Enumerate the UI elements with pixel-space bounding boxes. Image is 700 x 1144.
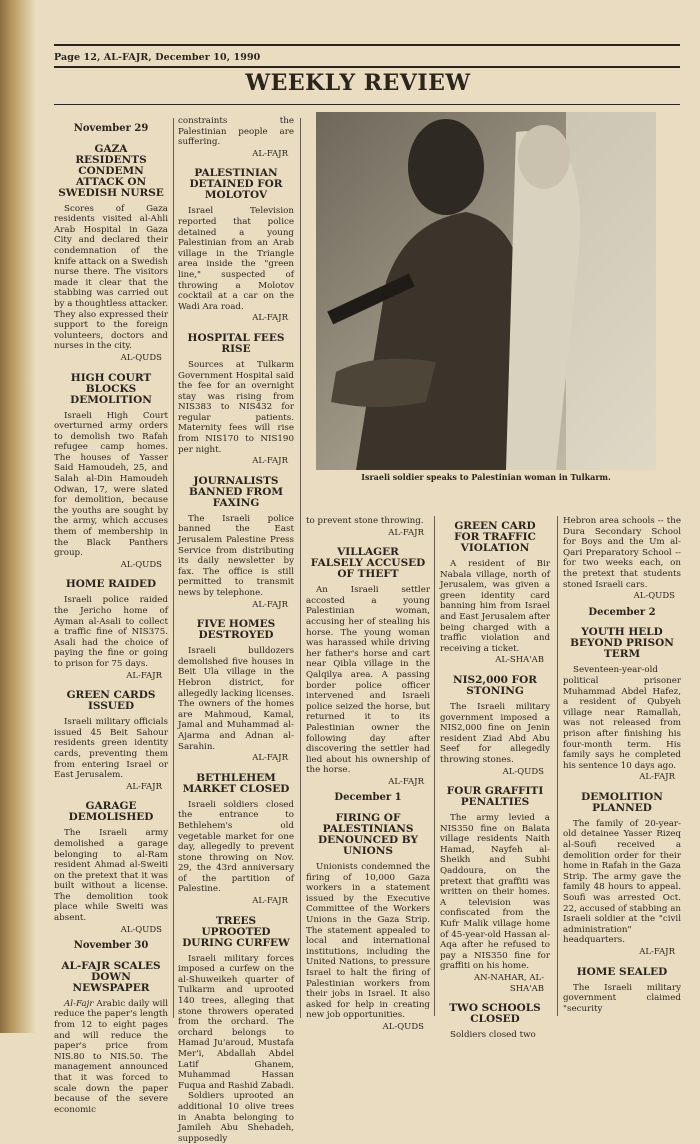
- story-home-raided: Israeli police raided the Jericho home of Ayman al-Asali to collect a traffic fine of NIS375. Asali had the choice of paying the fine or going to prison for 75 days.: [54, 595, 168, 669]
- section-title: WEEKLY REVIEW: [245, 70, 471, 96]
- story-villager: An Israeli settler accosted a young Palestinian woman, accusing her of stealing his horse. The young woman was harassed while driving her father's horse and cart near Qibla village in the Qalqilya area. A passing border police officer intervened and Israeli police seized the horse, but returned it to its Palestinian owner the following day after discovering the settler had lied about his ownership of the horse.: [306, 585, 430, 776]
- column-1: [54, 118, 168, 1115]
- story-green-cards: Israeli military officials issued 45 Beit Sahour residents green identity cards, preventing them from entering Israel or East Jerusalem.: [54, 717, 168, 781]
- source-label: AL-FAJR: [252, 148, 288, 159]
- source-label: AL-FAJR: [639, 772, 675, 783]
- headline-youth-held: YOUTH HELD BEYOND PRISON TERM: [570, 626, 674, 661]
- source-label: AL-FAJR: [252, 313, 288, 324]
- story-green-card-traffic: A resident of Bir Nabala village, north of Jerusalem, was given a green identity card banning him from Israel and East Jerusalem after being charged with a traffic violation and receiving a ticket.: [440, 559, 550, 654]
- folio-rule: [54, 66, 680, 68]
- paper-name: Al-Fajr: [64, 998, 94, 1009]
- source-label: AL-FAJR: [639, 947, 675, 957]
- story-al-fajr-scales: [54, 999, 168, 1116]
- story-two-schools: Soldiers closed two: [450, 1030, 536, 1041]
- headline-al-fajr-scales: AL-FAJR SCALES DOWN NEWSPAPER: [61, 959, 161, 994]
- story-firing: Unionists condemned the firing of 10,000 Gaza workers in a statement issued by the Executive Committee of the Workers Unions in the Gaza Strip. The statement appealed to local and international institutions, including the United Nations, to pressure Israel to halt the firing of Palestinian workers from their jobs in Israel. It also asked for help in creating new job opportunities.: [306, 862, 430, 1021]
- story-trees-uprooted: Israeli military forces imposed a curfew on the al-Shuweikeh quarter of Tulkarm and uprooted 140 trees, alleging that stone throwers operated from the orchard. The orchard belongs to Hamad Ju'aroud, Mustafa Mer'i, Abdallah Abdel Latif Ghanem, Muhammad Hassan Fuqua and Rashid Zabadi.: [178, 953, 294, 1091]
- source-label: AL-QUDS: [502, 766, 544, 777]
- story-graffiti: The army levied a NIS350 fine on Balata village residents Naith Hamad, Nayfeh al-Sheikh and Subhi Qaddoura, on the pretext that graffiti was written on their homes. A television was confiscated from the Kufr Malik village home of 45-year-old Hassan al-Aqa after he refused to pay a NIS350 fine for graffiti on his home.: [440, 813, 550, 972]
- story-trees-anabta: Soldiers uprooted an additional 10 olive trees in Anabta belonging to Jamileh Abu Shehadeh, supposedly: [178, 1091, 294, 1144]
- story-high-court: Israeli High Court overturned army orders to demolish two Rafah refugee camp homes. The houses of Yasser Said Hamoudeh, 25, and Salah al-Din Hamoudeh Odwan, 17, were slated for demolition, because the youths are sought by the army, which accuses them of membership in the Black Panthers group.: [54, 410, 168, 559]
- headline-demolition-planned: DEMOLITION PLANNED: [581, 790, 663, 814]
- headline-molotov: PALESTINIAN DETAINED FOR MOLOTOV: [189, 167, 283, 202]
- headline-bethlehem-market: BETHLEHEM MARKET CLOSED: [182, 771, 290, 795]
- story-garage: The Israeli army demolished a garage belonging to al-Ram resident Ahmad al-Sweiti on the pretext that it was built without a license. The demolition took place while Sweiti was absent.: [54, 828, 168, 924]
- headline-stoning: NIS2,000 FOR STONING: [453, 673, 537, 697]
- headline-green-cards: GREEN CARDS ISSUED: [66, 689, 156, 713]
- source-label: AL-FAJR: [388, 527, 424, 538]
- headline-gaza-residents: GAZA RESIDENTS CONDEMN ATTACK ON SWEDISH NURSE: [58, 142, 164, 199]
- headline-journalists: JOURNALISTS BANNED FROM FAXING: [189, 474, 283, 509]
- headline-firing: FIRING OF PALESTINIANS DENOUNCED BY UNIONS: [318, 812, 418, 858]
- date-december-2: December 2: [588, 606, 656, 618]
- story-text: Arabic daily will reduce the paper's length from 12 to eight pages and will reduce the paper's price from NIS.80 to NIS.50. The management announced that it was forced to scale down the paper because of the severe economic: [54, 998, 168, 1115]
- story-gaza-residents: Scores of Gaza residents visited al-Ahli Arab Hospital in Gaza City and declared their condemnation of the knife attack on a Swedish nurse there. The visitors made it clear that the stabbing was carried out by a thoughtless attacker. They also expressed their support to the foreign volunteers, doctors and nurses in the city.: [54, 203, 168, 352]
- source-label: AL-FAJR: [388, 776, 424, 787]
- headline-hospital-fees: HOSPITAL FEES RISE: [187, 331, 285, 355]
- headline-garage: GARAGE DEMOLISHED: [68, 800, 154, 824]
- headline-high-court: HIGH COURT BLOCKS DEMOLITION: [70, 371, 152, 406]
- news-photo: [316, 112, 656, 470]
- source-label: AL-FAJR: [252, 753, 288, 764]
- column-divider: [434, 516, 435, 1016]
- book-binding: [0, 0, 36, 1033]
- source-label: AL-FAJR: [252, 456, 288, 467]
- source-label: AL-FAJR: [126, 781, 162, 792]
- photo-caption: Israeli soldier speaks to Palestinian woman in Tulkarm.: [361, 472, 611, 482]
- source-label: AL-QUDS: [382, 1021, 424, 1032]
- story-continued: to prevent stone throwing.: [306, 516, 424, 526]
- top-rule: [54, 44, 680, 46]
- headline-home-raided: HOME RAIDED: [65, 578, 157, 591]
- headline-trees-uprooted: TREES UPROOTED DURING CURFEW: [182, 914, 290, 949]
- column-divider: [557, 516, 558, 1016]
- story-molotov: Israel Television reported that police detained a young Palestinian from an Arab village in the Triangle area inside the "green line," suspected of throwing a Molotov cocktail at a car on the Wadi Ara road.: [178, 206, 294, 312]
- story-youth-held: Seventeen-year-old political prisoner Muhammad Abdel Hafez, a resident of Qubyeh village near Ramallah, was not released from prison after finishing his four-month term. His family says he completed his sentence 10 days ago.: [563, 665, 681, 771]
- column-4: [440, 512, 550, 1041]
- story-continued: Hebron area schools -- the Dura Secondary School for Boys and the Um al-Qari Preparatory School -- for two weeks each, on the pretext that students stoned Israeli cars.: [563, 516, 681, 590]
- column-5: [563, 516, 681, 1014]
- source-label: AN-NAHAR, AL-SHA'AB: [473, 973, 544, 994]
- headline-home-sealed: HOME SEALED: [576, 965, 668, 978]
- photo-image: [316, 112, 656, 470]
- source-label: AL-QUDS: [120, 924, 162, 935]
- headline-two-schools: TWO SCHOOLS CLOSED: [449, 1002, 541, 1026]
- column-3: [306, 516, 430, 1035]
- source-label: AL-QUDS: [633, 591, 675, 602]
- headline-green-card-traffic: GREEN CARD FOR TRAFFIC VIOLATION: [454, 520, 536, 554]
- date-november-29: November 29: [73, 123, 149, 134]
- story-continued: constraints the Palestinian people are suffering.: [178, 116, 294, 148]
- headline-villager: VILLAGER FALSELY ACCUSED OF THEFT: [310, 546, 426, 581]
- date-december-1: December 1: [334, 792, 402, 804]
- story-demolition-planned: The family of 20-year-old detainee Yasser Rizeq al-Soufi received a demolition order for their home in Rafah in the Gaza Strip. The army gave the family 48 hours to appeal. Soufi was arrested Oct. 22, accused of stabbing an Israeli soldier at the "civil administration" headquarters.: [563, 818, 681, 946]
- title-rule: [54, 104, 680, 105]
- source-label: AL-FAJR: [252, 896, 288, 907]
- source-label: AL-FAJR: [126, 670, 162, 681]
- column-divider: [173, 118, 174, 1018]
- headline-graffiti: FOUR GRAFFITI PENALTIES: [446, 785, 544, 809]
- column-2: [178, 116, 294, 1144]
- story-home-sealed: The Israeli military government claimed "security: [563, 982, 681, 1014]
- source-label: AL-FAJR: [252, 599, 288, 610]
- story-stoning: The Israeli military government imposed a NIS2,000 fine on Jenin resident Ziad Abd Abu Seef for allegedly throwing stones.: [440, 701, 550, 765]
- story-journalists: The Israeli police banned the East Jerusalem Palestine Press Service from distributing its daily newsletter by fax. The office is still permitted to transmit news by telephone.: [178, 513, 294, 598]
- source-label: AL-QUDS: [120, 559, 162, 570]
- column-divider: [300, 118, 301, 1018]
- date-november-30: November 30: [73, 940, 149, 952]
- page-folio: Page 12, AL-FAJR, December 10, 1990: [54, 52, 261, 63]
- source-label: AL-SHA'AB: [495, 655, 544, 666]
- headline-five-homes: FIVE HOMES DESTROYED: [196, 618, 276, 642]
- story-bethlehem-market: Israeli soldiers closed the entrance to Bethlehem's old vegetable market for one day, allegedly to prevent stone throwing on Nov. 29, the 43rd anniversary of the partition of Palestine.: [178, 799, 294, 895]
- source-label: AL-QUDS: [120, 352, 162, 363]
- story-hospital-fees: Sources at Tulkarm Government Hospital said the fee for an overnight stay was rising from NIS383 to NIS432 for regular patients. Maternity fees will rise from NIS170 to NIS190 per night.: [178, 359, 294, 455]
- story-five-homes: Israeli bulldozers demolished five houses in Beit Ula village in the Hebron district, for allegedly lacking licenses. The owners of the homes are Mahmoud, Kamal, Jamal and Muhammad al-Ajarma and Adnan al-Sarahin.: [178, 646, 294, 752]
